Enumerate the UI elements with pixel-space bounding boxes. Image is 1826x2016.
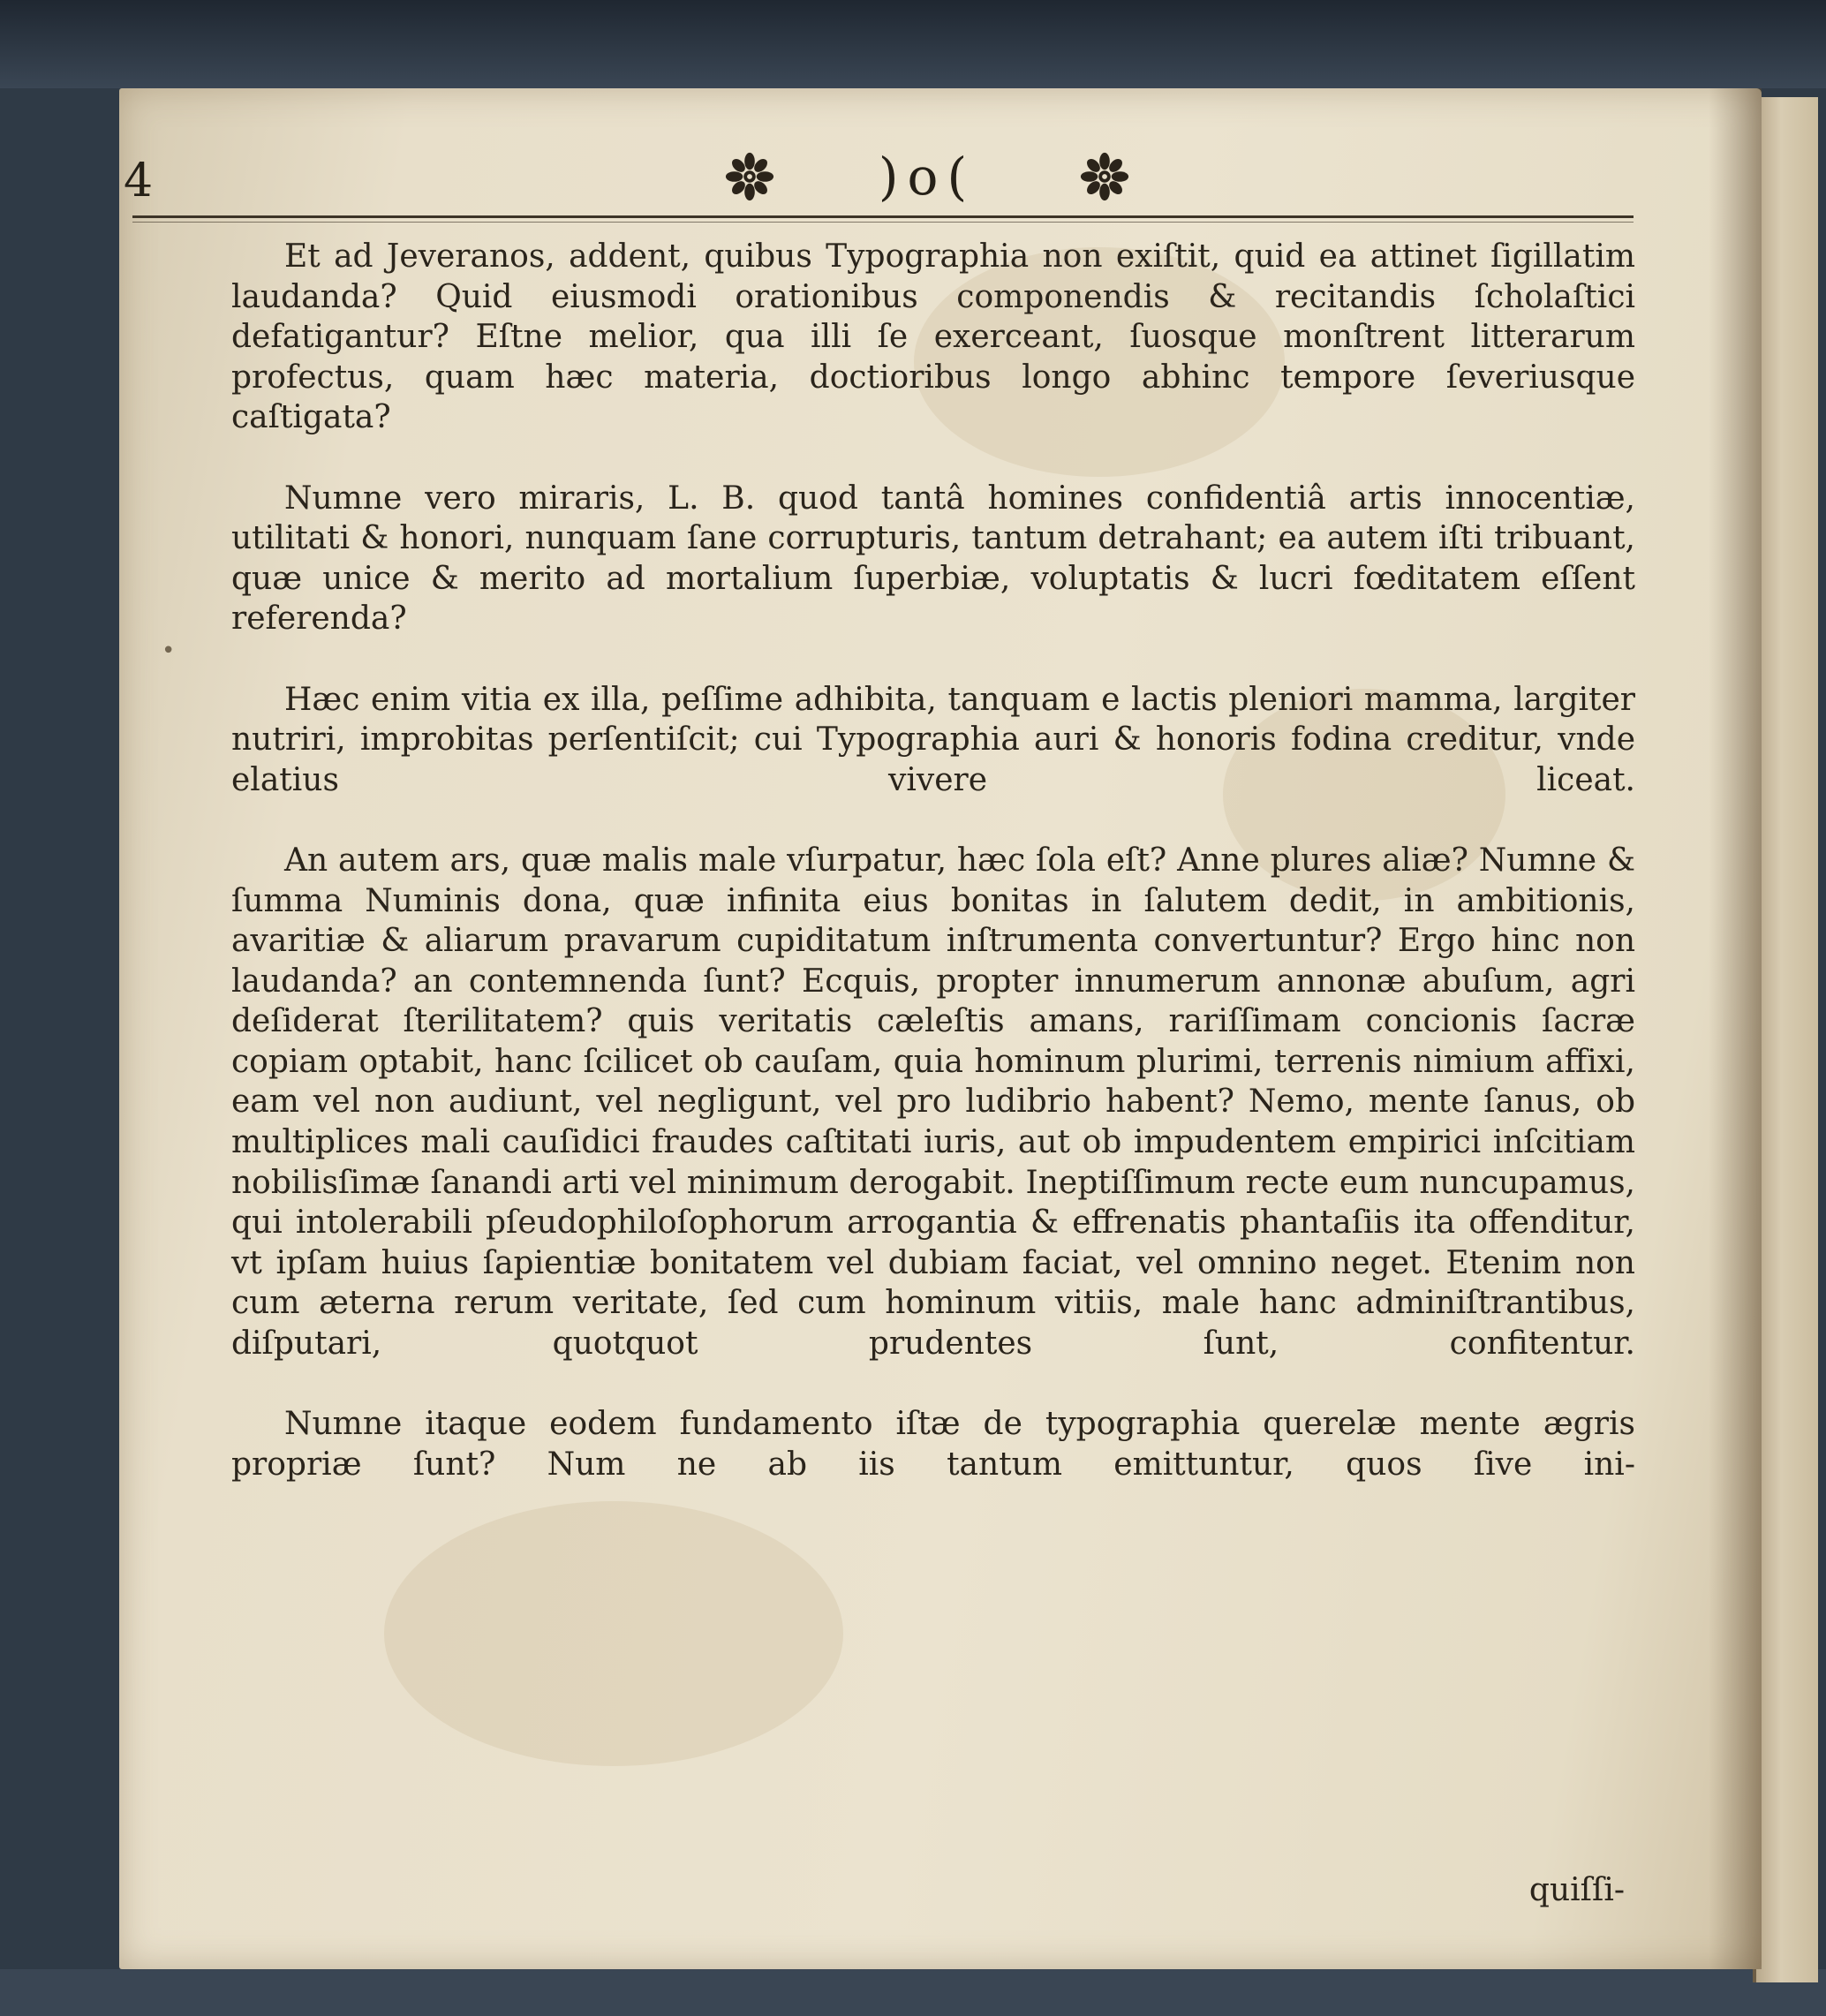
scan-background-top (0, 0, 1826, 88)
paragraph: Numne itaque eodem fundamento iſtæ de typographia querelæ mente ægris propriæ ſunt? Num ne ab iis tantum emittuntur, quos ſive ini- (231, 1406, 1635, 1483)
paragraph: An autem ars, quæ malis male vſurpatur, hæc ſola eſt? Anne plures aliæ? Numne & ſumma Numinis dona, quæ infinita eius bonitas in ſalutem dedit, in ambitionis, avaritiæ & aliarum pravarum cupiditatum inſtrumenta convertuntur? Ergo hinc non laudanda? an contemnenda ſunt? Ecquis, propter innumerum annonæ abuſum, agri deſiderat ſterilitatem? quis veritatis cæleſtis amans, rariſſimam concionis ſacræ copiam optabit, hanc ſcilicet ob cauſam, quia hominum plurimi, terrenis nimium affixi, eam vel non audiunt, vel negligunt, vel pro ludibrio habent? Nemo, mente ſanus, ob multiplices mali cauſidici fraudes caſtitati iuris, aut ob impudentem empirici inſcitiam nobilisſimæ ſanandi arti vel minimum derogabit. Ineptiſſimum recte eum nuncupamus, qui intolerabili pſeudophiloſophorum arrogantia & effrenatis phantaſiis ita offenditur, vt ipſam huius ſapientiæ bonitatem vel dubiam faciat, vel omnino neget. Etenim non cum æterna rerum veritate, ſed cum hominum vitiis, male hanc adminiſtrantibus, diſputari, quotquot prudentes ſunt, confitentur. (231, 842, 1635, 1363)
facing-page-edge (1753, 97, 1818, 1982)
gutter-shadow (1709, 88, 1762, 1969)
margin-mark: • (162, 638, 176, 664)
rosette-fleuron-icon (724, 151, 775, 202)
body-text (231, 237, 1635, 1484)
scan-background-bottom (0, 1969, 1826, 2016)
running-head-text: )o( (878, 147, 977, 207)
header-rule-thin (132, 222, 1634, 223)
catchword: quiſſi- (1528, 1872, 1625, 1908)
paragraph: Numne vero miraris, L. B. quod tantâ homines confidentiâ artis innocentiæ, utilitati & honori, nunquam ſane corrupturis, tantum detrahant; ea autem iſti tribuant, quæ unice & merito ad mortalium ſuperbiæ, voluptatis & lucri fœditatem eſſent referenda? (231, 479, 1635, 638)
paragraph: Hæc enim vitia ex illa, peſſime adhibita, tanquam e lactis pleniori mamma, largiter nutriri, improbitas perſentiſcit; cui Typographia auri & honoris fodina creditur, vnde elatius vivere liceat. (231, 681, 1635, 798)
running-head (724, 141, 1130, 212)
header-rule (132, 215, 1634, 218)
paper-stain (384, 1501, 843, 1766)
page-number: 4 (124, 155, 154, 208)
paragraph: Et ad Jeveranos, addent, quibus Typographia non exiſtit, quid ea attinet ſigillatim laudanda? Quid eiusmodi orationibus componendis & recitandis ſcholaſtici defatigantur? Eſtne melior, qua illi ſe exerceant, ſuosque monſtrent litterarum profectus, quam hæc materia, doctioribus longo abhinc tempore ſeveriusque caſtigata? (231, 238, 1635, 436)
rosette-fleuron-icon (1079, 151, 1130, 202)
